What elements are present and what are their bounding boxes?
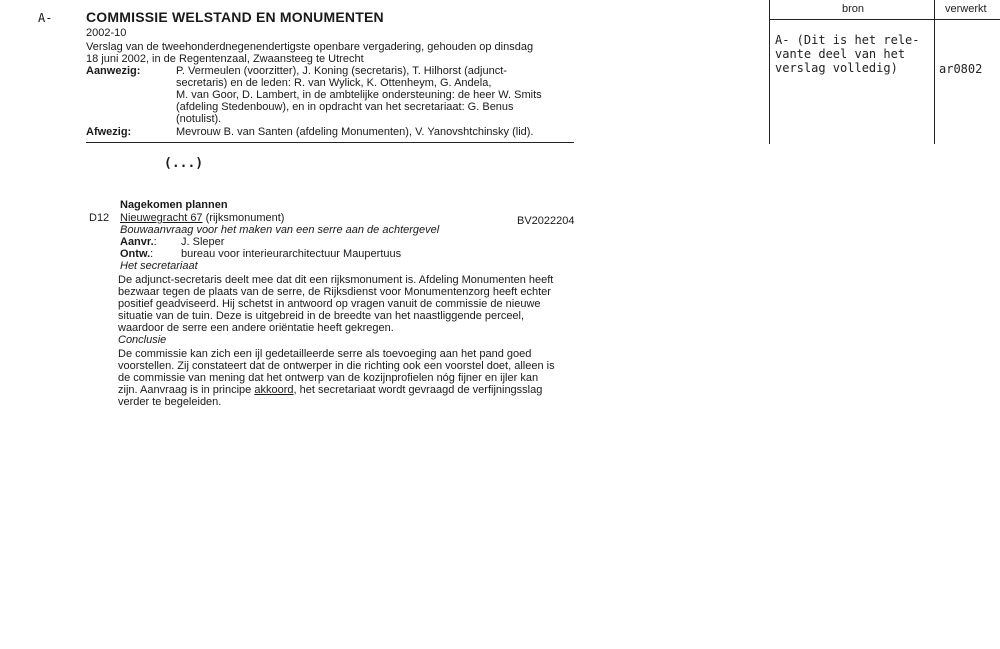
intro-line-1: Verslag van de tweehonderdnegenendertigste openbare vergadering, gehouden op dinsdag <box>86 41 534 53</box>
present-label: Aanwezig: <box>86 65 141 77</box>
secretariat-line: bezwaar tegen de plaats van de serre, de Rijksdienst voor Monumentenzorg heeft echter <box>118 286 551 298</box>
secretariat-line: waardoor de serre een andere oriëntatie heeft gekregen. <box>118 322 394 334</box>
item-reference: BV2022204 <box>517 215 575 227</box>
column-header-source: bron <box>842 3 865 15</box>
applicant-label <box>120 236 157 248</box>
designer-colon: : <box>150 248 154 260</box>
secretariat-line: positief geadviseerd. Hij schetst in antwoord op vragen vanuit de commissie de nieuwe <box>118 298 541 310</box>
table-left-border <box>769 0 770 144</box>
designer-label <box>120 248 153 260</box>
conclusion-line <box>118 384 542 397</box>
conclusion-line: De commissie kan zich een ijl gedetailleerde serre als toevoeging aan het pand goed <box>118 348 532 360</box>
source-note-line: A- (Dit is het rele- <box>775 33 920 47</box>
document-title: COMMISSIE WELSTAND EN MONUMENTEN <box>86 9 384 25</box>
section-heading: Nagekomen plannen <box>120 199 228 211</box>
ellipsis: (...) <box>164 156 204 171</box>
header-divider <box>86 142 574 143</box>
secretariat-heading: Het secretariaat <box>120 260 198 272</box>
conclusion-final: verder te begeleiden. <box>118 396 222 408</box>
source-note-line: vante deel van het <box>775 47 906 61</box>
present-line: (afdeling Stedenbouw), en in opdracht van het secretariaat: G. Benus <box>176 101 514 113</box>
conclusion-line-pre: zijn. Aanvraag is in principe <box>118 384 255 396</box>
present-line: M. van Goor, D. Lambert, in de ambtelijke ondersteuning: de heer W. Smits <box>176 89 542 101</box>
present-line: secretaris) en de leden: R. van Wylick, K. Ottenheym, G. Andela, <box>176 77 492 89</box>
item-subtitle: Bouwaanvraag voor het maken van een serre aan de achtergevel <box>120 224 440 236</box>
designer-value: bureau voor interieurarchitectuur Maupertuus <box>181 248 402 260</box>
processed-value: ar0802 <box>939 62 983 76</box>
present-line: (notulist). <box>176 113 222 125</box>
absent-label: Afwezig: <box>86 126 132 138</box>
item-address-line <box>120 212 284 225</box>
meeting-number: 2002-10 <box>86 27 127 39</box>
conclusion-line: de commissie van mening dat het ontwerp van de kozijnprofielen nóg fijner en ijler kan <box>118 372 539 384</box>
item-address-suffix: (rijksmonument) <box>202 212 285 224</box>
applicant-colon: : <box>153 236 157 248</box>
item-address: Nieuwegracht 67 <box>120 212 203 224</box>
table-header-divider <box>769 19 1000 20</box>
column-header-processed: verwerkt <box>945 3 987 15</box>
secretariat-line: De adjunct-secretaris deelt mee dat dit een rijksmonument is. Afdeling Monumenten heeft <box>118 274 554 286</box>
conclusion-line: voorstellen. Zij constateert dat de ontwerper in die richting ook een voorstel doet, alleen is <box>118 360 555 372</box>
item-code: D12 <box>89 212 110 224</box>
present-line: P. Vermeulen (voorzitter), J. Koning (secretaris), T. Hilhorst (adjunct- <box>176 65 507 77</box>
conclusion-approved: akkoord <box>254 384 294 396</box>
source-note-line: verslag volledig) <box>775 61 898 75</box>
applicant-value: J. Sleper <box>181 236 225 248</box>
conclusion-heading: Conclusie <box>118 334 167 346</box>
conclusion-line-post: , het secretariaat wordt gevraagd de verfijningsslag <box>293 384 543 396</box>
table-column-divider <box>934 0 935 144</box>
applicant-label-text: Aanvr. <box>120 236 154 248</box>
designer-label-text: Ontw. <box>120 248 151 260</box>
secretariat-line: situatie van de tuin. Deze is uitgebreid in de breedte van het naastliggende perceel, <box>118 310 525 322</box>
margin-mark: A- <box>38 11 53 25</box>
absent-text: Mevrouw B. van Santen (afdeling Monumenten), V. Yanovshtchinsky (lid). <box>176 126 534 138</box>
intro-line-2: 18 juni 2002, in de Regentenzaal, Zwaansteeg te Utrecht <box>86 53 364 65</box>
